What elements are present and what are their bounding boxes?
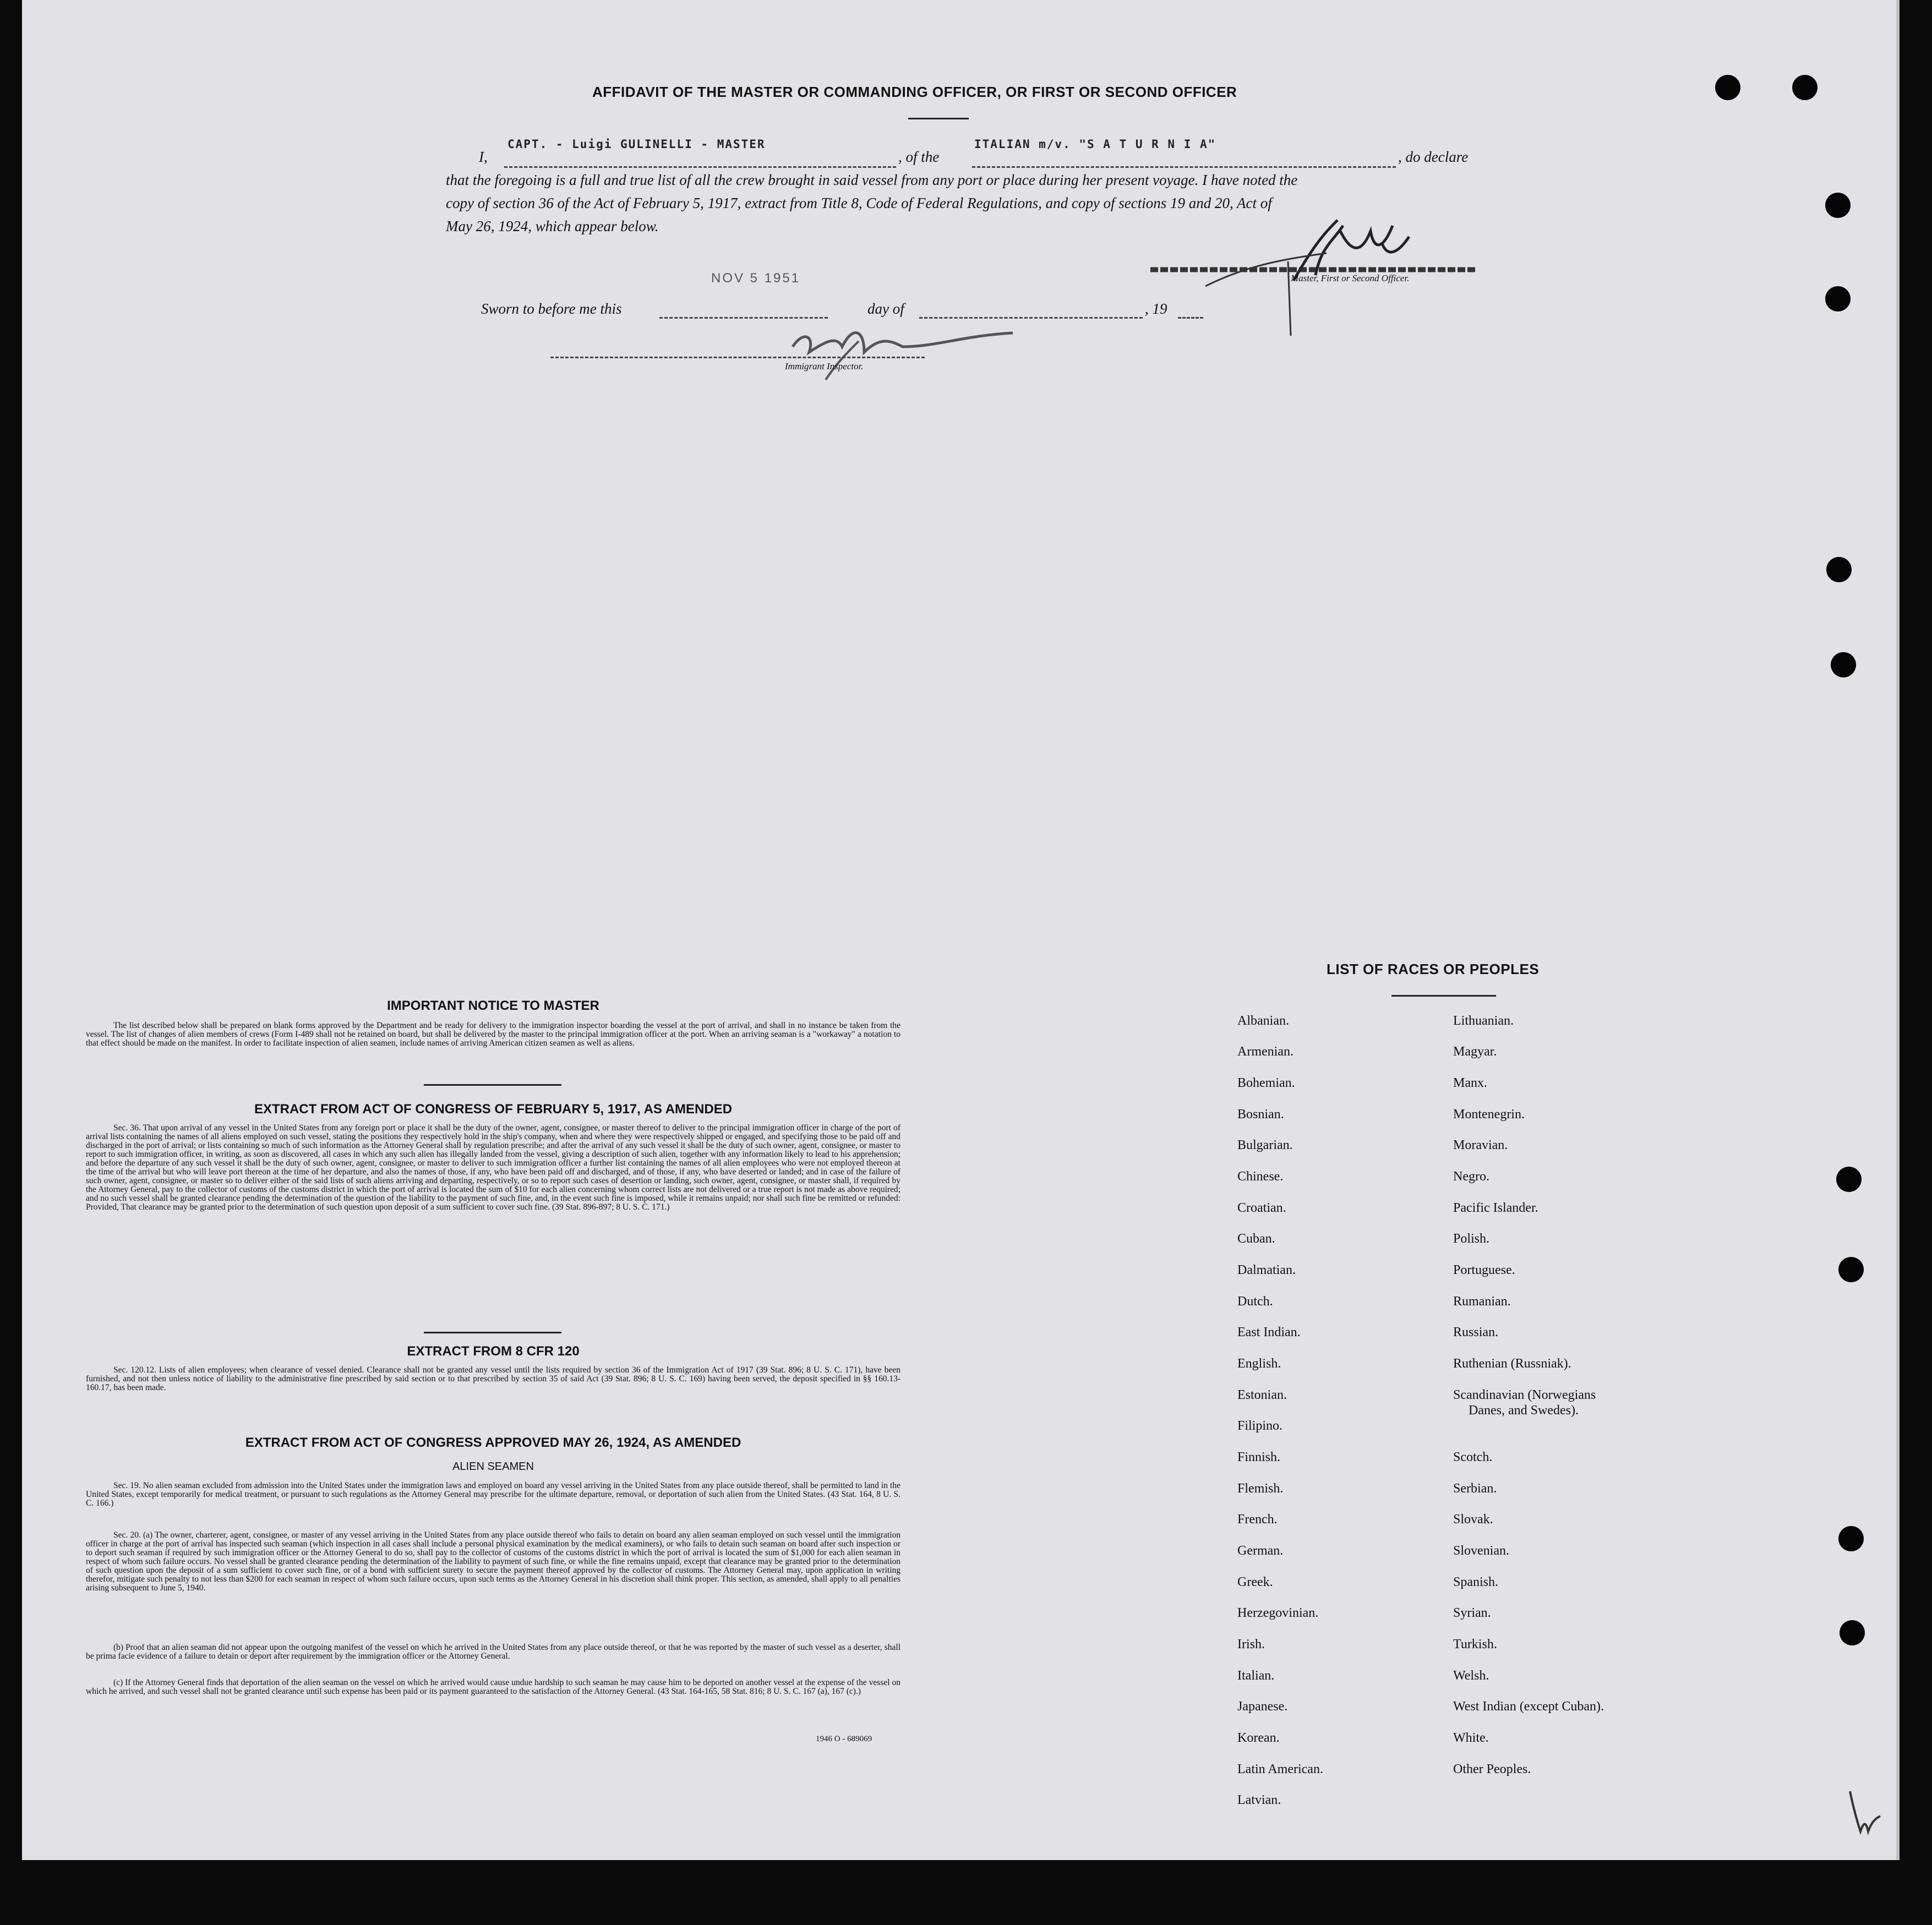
notice-text: The list described below shall be prepared on blank forms approved by the Department and be ready for delivery to the immigration inspector boarding the vessel at the port of arrival, and shall in no instance be taken from the vessel. The list of changes of alien members of crews (Form I-489 shall not be retained on board, but shall be delivered by the master to the principal immigration officer at the port. When an arriving seaman is a "workaway" a notation to that effect should be made on the manifest. In order to facilitate inspection of alien seamen, include names of arriving American citizen seamen as well as aliens. (86, 1021, 900, 1048)
vessel-name-value: ITALIAN m/v. "S A T U R N I A" (974, 138, 1216, 151)
race-item: Filipino. (1237, 1419, 1283, 1433)
races-divider (1391, 995, 1496, 997)
race-item: Slovak. (1453, 1512, 1493, 1527)
binder-hole (1840, 1620, 1865, 1645)
extract-1924-sec20c: (c) If the Attorney General finds that deportation of the alien seaman on the vessel on which he arrived would cause undue hardship to such seaman he may cause him to be deported on another vessel at the expense of the vessel on which he arrived, and such vessel shall not be granted clearance until such expense has been paid or its payment guaranteed to the satisfaction of the Attorney General. (43 Stat. 164-165, 58 Stat. 816; 8 U. S. C. 167 (a), 167 (c).) (86, 1678, 900, 1696)
race-item: Dutch. (1237, 1294, 1273, 1309)
master-name-value: CAPT. - Luigi GULINELLI - MASTER (507, 138, 766, 151)
race-item: Other Peoples. (1453, 1762, 1531, 1776)
i-label: I, (479, 149, 488, 165)
race-item: Latin American. (1237, 1762, 1323, 1776)
extract-1924-sec19: Sec. 19. No alien seaman excluded from admission into the United States under the immigration laws and employed on board any vessel arriving in the United States from any place outside thereof, shall be permitted to land in the United States, except temporarily for medical treatment, or pursuant to such regulations as the Attorney General may prescribe for the ultimate departure, removal, or deportation of such alien from the United States. (43 Stat. 164, 8 U. S. C. 166.) (86, 1481, 900, 1508)
race-item: Rumanian. (1453, 1294, 1511, 1309)
race-item: Chinese. (1237, 1169, 1284, 1184)
inspector-line (550, 357, 925, 358)
extract-1924-sec20b: (b) Proof that an alien seaman did not appear upon the outgoing manifest of the vessel on which he arrived in the United States from any place outside thereof, or that he was reported by the master of such vessel as a deserter, shall be prima facie evidence of a failure to detain or deport after requirement by the immigration officer or the Attorney General. (86, 1643, 900, 1661)
inspector-signature (782, 308, 1090, 385)
inspector-signature-caption: Immigrant Inspector. (785, 361, 864, 371)
extract-cfr-title: EXTRACT FROM 8 CFR 120 (407, 1344, 580, 1359)
year-prefix: , 19 (1145, 300, 1167, 317)
race-item: Welsh. (1453, 1669, 1489, 1683)
race-item: Polish. (1453, 1232, 1490, 1246)
print-code: 1946 O - 689069 (816, 1735, 872, 1743)
race-item: Bohemian. (1237, 1076, 1295, 1090)
race-item: Japanese. (1237, 1699, 1288, 1714)
race-item: Turkish. (1453, 1637, 1497, 1651)
race-item: Estonian. (1237, 1388, 1287, 1402)
race-item: Portuguese. (1453, 1263, 1515, 1277)
race-item: Ruthenian (Russniak). (1453, 1357, 1571, 1371)
race-item: Serbian. (1453, 1481, 1497, 1496)
race-item: Armenian. (1237, 1044, 1294, 1059)
race-item: Negro. (1453, 1169, 1489, 1184)
race-item: Dalmatian. (1237, 1263, 1296, 1277)
extract-1917-title: EXTRACT FROM ACT OF CONGRESS OF FEBRUARY 5, 1917, AS AMENDED (254, 1102, 733, 1117)
race-item: Finnish. (1237, 1450, 1281, 1464)
race-item: Magyar. (1453, 1044, 1497, 1059)
race-item: Montenegrin. (1453, 1107, 1525, 1122)
binder-hole (1838, 1257, 1864, 1282)
binder-hole (1826, 557, 1852, 582)
race-item: Italian. (1237, 1669, 1275, 1683)
affidavit-title: AFFIDAVIT OF THE MASTER OR COMMANDING OFFICER, OR FIRST OR SECOND OFFICER (592, 84, 1237, 100)
race-item: Manx. (1453, 1076, 1487, 1090)
section-divider (424, 1332, 561, 1333)
do-declare-label: , do declare (1398, 149, 1469, 165)
races-title: LIST OF RACES OR PEOPLES (1327, 961, 1540, 977)
affidavit-body-line-1: that the foregoing is a full and true list of all the crew brought in said vessel from any port or place during her present voyage. I have noted the (446, 172, 1298, 188)
race-item: Albanian. (1237, 1014, 1289, 1028)
extract-1924-sec20a: Sec. 20. (a) The owner, charterer, agent, consignee, or master of any vessel arriving in the United States from any place outside thereof who fails to detain on board any alien seaman employed on such vessel until the immigration officer in charge at the port of arrival has inspected such seaman (which inspection in all cases shall include a personal physical examination by the medical examiners), or who fails to detain such seaman on board after such inspection or to deport such seaman if required by such immigration officer or the Attorney General to do so, shall pay to the collector of customs of the customs district in which the port of arrival is located the sum of $1,000 for each alien seaman in respect of whom such failure occurs. No vessel shall be granted clearance pending the determination of the liability to payment of such fine, or while the fine remains unpaid, except that clearance may be granted prior to the determination of such question upon the deposit of a sum sufficient to cover such fine, or of a bond with sufficient surety to secure the payment thereof approved by the collector of customs. The Attorney General may, upon application in writing therefor, mitigate such penalty to not less than $200 for each seaman in respect of whom such failure occurs, upon such terms as the Attorney General in his discretion shall think proper. This section, as amended, shall apply to all penalties arising subsequent to June 5, 1940. (86, 1530, 900, 1593)
race-item: Herzegovinian. (1237, 1606, 1319, 1620)
extract-1917-text: Sec. 36. That upon arrival of any vessel in the United States from any foreign port or place it shall be the duty of the owner, agent, consignee, or master thereof to deliver to the principal immigration officer in charge of the port of arrival lists containing the names of all aliens employed on such vessel, stating the positions they respectively hold in the ship's company, when and where they were respectively shipped or engaged, and specifying those to be paid off and discharged in the port of arrival; or lists containing so much of such information as the Attorney General shall by regulation prescribe; and after the arrival of any such vessel it shall be the duty of such owner, agent, consignee, or master to report to such immigration officer, in writing, as soon as discovered, all cases in which any such alien has illegally landed from the vessel, giving a description of such alien, together with any information likely to lead to his apprehension; and before the departure of any such vessel it shall be the duty of such owner, agent, consignee, or master to deliver to such immigration officer a further list containing the names of all alien employees who were not employed thereon at the time of the arrival but who will leave port thereon at the time of her departure, and also the names of those, if any, who have been paid off and discharged, and of those, if any, who have deserted or landed; and in case of the failure of such owner, agent, consignee, or master so to deliver either of the said lists of such aliens arriving and departing, respectively, or so to report such cases of desertion or landing, such owner, agent, consignee, or master shall, if required by the Attorney General, pay to the collector of customs of the customs district in which the port of arrival is located the sum of $10 for each alien concerning whom correct lists are not delivered or a true report is not made as above required; and no such vessel shall be granted clearance pending the determination of the question of the liability to the payment of such fine, and, in the event such fine is imposed, while it remains unpaid; nor shall such fine be remitted or refunded: Provided, That clearance may be granted prior to the determination of such question upon deposit of a sum sufficient to cover such fine. (39 Stat. 896-897; 8 U. S. C. 171.) (86, 1123, 900, 1212)
race-item: Russian. (1453, 1325, 1499, 1339)
race-item: Pacific Islander. (1453, 1201, 1538, 1215)
race-item: Latvian. (1237, 1793, 1281, 1807)
of-the-label: , of the (898, 149, 940, 165)
vessel-line (972, 166, 1396, 168)
binder-hole (1838, 1526, 1864, 1551)
day-of-label: day of (867, 300, 904, 317)
race-item: Syrian. (1453, 1606, 1491, 1620)
binder-hole (1825, 286, 1851, 311)
binder-hole (1825, 193, 1851, 218)
race-item: Greek. (1237, 1575, 1273, 1589)
race-item: Flemish. (1237, 1481, 1284, 1496)
race-item: West Indian (except Cuban). (1453, 1699, 1604, 1714)
notice-title: IMPORTANT NOTICE TO MASTER (387, 998, 599, 1013)
race-item: Spanish. (1453, 1575, 1499, 1589)
binder-hole (1792, 75, 1818, 100)
section-divider (424, 1084, 561, 1086)
race-item: Moravian. (1453, 1138, 1508, 1152)
race-item: German. (1237, 1544, 1284, 1558)
title-divider (908, 118, 969, 119)
sworn-label: Sworn to before me this (481, 300, 622, 317)
race-item: Slovenian. (1453, 1544, 1509, 1558)
sworn-year-line (1178, 317, 1203, 319)
date-stamp: NOV 5 1951 (711, 271, 801, 286)
master-name-line (504, 166, 896, 168)
race-item: English. (1237, 1357, 1281, 1371)
extract-1924-subtitle: ALIEN SEAMEN (452, 1461, 534, 1473)
race-item: Cuban. (1237, 1232, 1275, 1246)
race-item: Irish. (1237, 1637, 1265, 1651)
race-item: Bosnian. (1237, 1107, 1284, 1122)
affidavit-body-line-2: copy of section 36 of the Act of February 5, 1917, extract from Title 8, Code of Federal Regulations, and copy of sections 19 and 20, Act of (446, 195, 1272, 211)
race-item: Scandinavian (Norwegians (1453, 1388, 1596, 1402)
affidavit-body-line-3: May 26, 1924, which appear below. (446, 218, 659, 234)
race-item: Croatian. (1237, 1201, 1286, 1215)
race-item: Korean. (1237, 1731, 1280, 1745)
extract-1924-title: EXTRACT FROM ACT OF CONGRESS APPROVED MAY 26, 1924, AS AMENDED (245, 1435, 741, 1450)
race-item: Bulgarian. (1237, 1138, 1293, 1152)
race-item: Scotch. (1453, 1450, 1493, 1464)
binder-hole (1715, 75, 1740, 100)
binder-hole (1831, 652, 1856, 677)
master-signature-caption: Master, First or Second Officer. (1291, 273, 1410, 283)
race-item: French. (1237, 1512, 1278, 1527)
extract-cfr-text: Sec. 120.12. Lists of alien employees; when clearance of vessel denied. Clearance shall not be granted any vessel until the lists required by section 36 of the Immigration Act of 1917 (39 Stat. 896; 8 U. S. C. 171), have been furnished, and not then unless notice of liability to the administrative fine prescribed by said section or to that prescribed by section 35 of said Act (39 Stat. 896; 8 U. S. C. 169) having been served, the deposit specified in §§ 160.13-160.17, has been made. (86, 1365, 900, 1392)
corner-pencil-mark (1847, 1789, 1886, 1838)
binder-hole (1836, 1167, 1862, 1192)
race-item: Danes, and Swedes). (1469, 1403, 1579, 1418)
race-item: White. (1453, 1731, 1489, 1745)
race-item: East Indian. (1237, 1325, 1301, 1339)
race-item: Lithuanian. (1453, 1014, 1514, 1028)
